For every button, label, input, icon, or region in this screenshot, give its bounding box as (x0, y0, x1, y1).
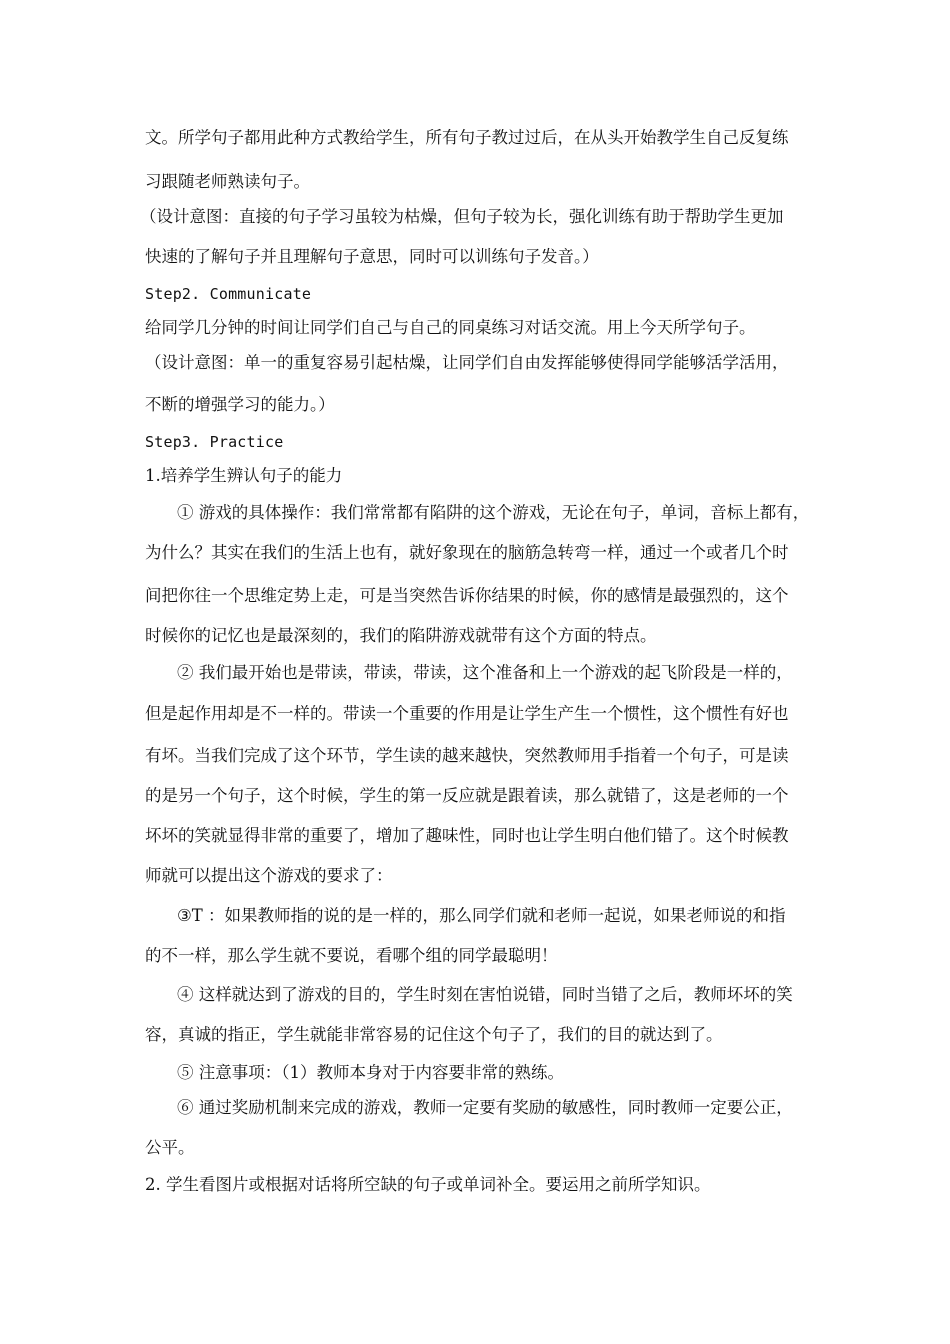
list-item: ⑥ 通过奖励机制来完成的游戏，教师一定要有奖励的敏感性，同时教师一定要公正， (177, 1098, 793, 1117)
text-line: 习跟随老师熟读句子。 (145, 172, 310, 191)
list-item: ② 我们最开始也是带读，带读，带读，这个准备和上一个游戏的起飞阶段是一样的， (177, 663, 793, 682)
section-heading: 1.培养学生辨认句子的能力 (145, 466, 343, 485)
text-line: 给同学几分钟的时间让同学们自己与自己的同桌练习对话交流。用上今天所学句子。 (145, 318, 756, 337)
text-line: 的是另一个句子，这个时候，学生的第一反应就是跟着读，那么就错了，这是老师的一个 (145, 786, 789, 805)
list-item: ① 游戏的具体操作：我们常常都有陷阱的这个游戏，无论在句子，单词，音标上都有， (177, 503, 810, 522)
text-line: 坏坏的笑就显得非常的重要了，增加了趣味性，同时也让学生明白他们错了。这个时候教 (145, 826, 789, 845)
text-line: 公平。 (145, 1138, 195, 1157)
text-line: 间把你往一个思维定势上走，可是当突然告诉你结果的时候，你的感情是最强烈的，这个 (145, 586, 789, 605)
list-item: ④ 这样就达到了游戏的目的，学生时刻在害怕说错，同时当错了之后，教师坏坏的笑 (177, 985, 793, 1004)
text-line: 有坏。当我们完成了这个环节，学生读的越来越快，突然教师用手指着一个句子，可是读 (145, 746, 789, 765)
step-heading: Step2. Communicate (145, 285, 312, 303)
list-item: ⑤ 注意事项：（1）教师本身对于内容要非常的熟练。 (177, 1063, 564, 1082)
text-line: 文。所学句子都用此种方式教给学生，所有句子教过过后，在从头开始教学生自己反复练 (145, 128, 789, 147)
text-line: 师就可以提出这个游戏的要求了： (145, 866, 393, 885)
text-line: 快速的了解句子并且理解句子意思，同时可以训练句子发音。） (145, 247, 599, 266)
text-line: 但是起作用却是不一样的。带读一个重要的作用是让学生产生一个惯性，这个惯性有好也 (145, 704, 789, 723)
text-line: 不断的增强学习的能力。） (145, 395, 335, 414)
text-line: 容，真诚的指正，学生就能非常容易的记住这个句子了，我们的目的就达到了。 (145, 1025, 723, 1044)
list-item: ③T ：如果教师指的说的是一样的，那么同学们就和老师一起说，如果老师说的和指 (177, 906, 786, 925)
design-intent-note: （设计意图：单一的重复容易引起枯燥，让同学们自由发挥能够使得同学能够活学活用， (145, 353, 789, 372)
text-line: 时候你的记忆也是最深刻的，我们的陷阱游戏就带有这个方面的特点。 (145, 626, 657, 645)
section-heading: 2. 学生看图片或根据对话将所空缺的句子或单词补全。要运用之前所学知识。 (145, 1175, 711, 1194)
text-line: 为什么？其实在我们的生活上也有，就好象现在的脑筋急转弯一样，通过一个或者几个时 (145, 543, 789, 562)
text-line: 的不一样，那么学生就不要说，看哪个组的同学最聪明！ (145, 946, 558, 965)
step-heading: Step3. Practice (145, 433, 284, 451)
design-intent-note: （设计意图：直接的句子学习虽较为枯燥，但句子较为长，强化训练有助于帮助学生更加 (140, 207, 784, 226)
